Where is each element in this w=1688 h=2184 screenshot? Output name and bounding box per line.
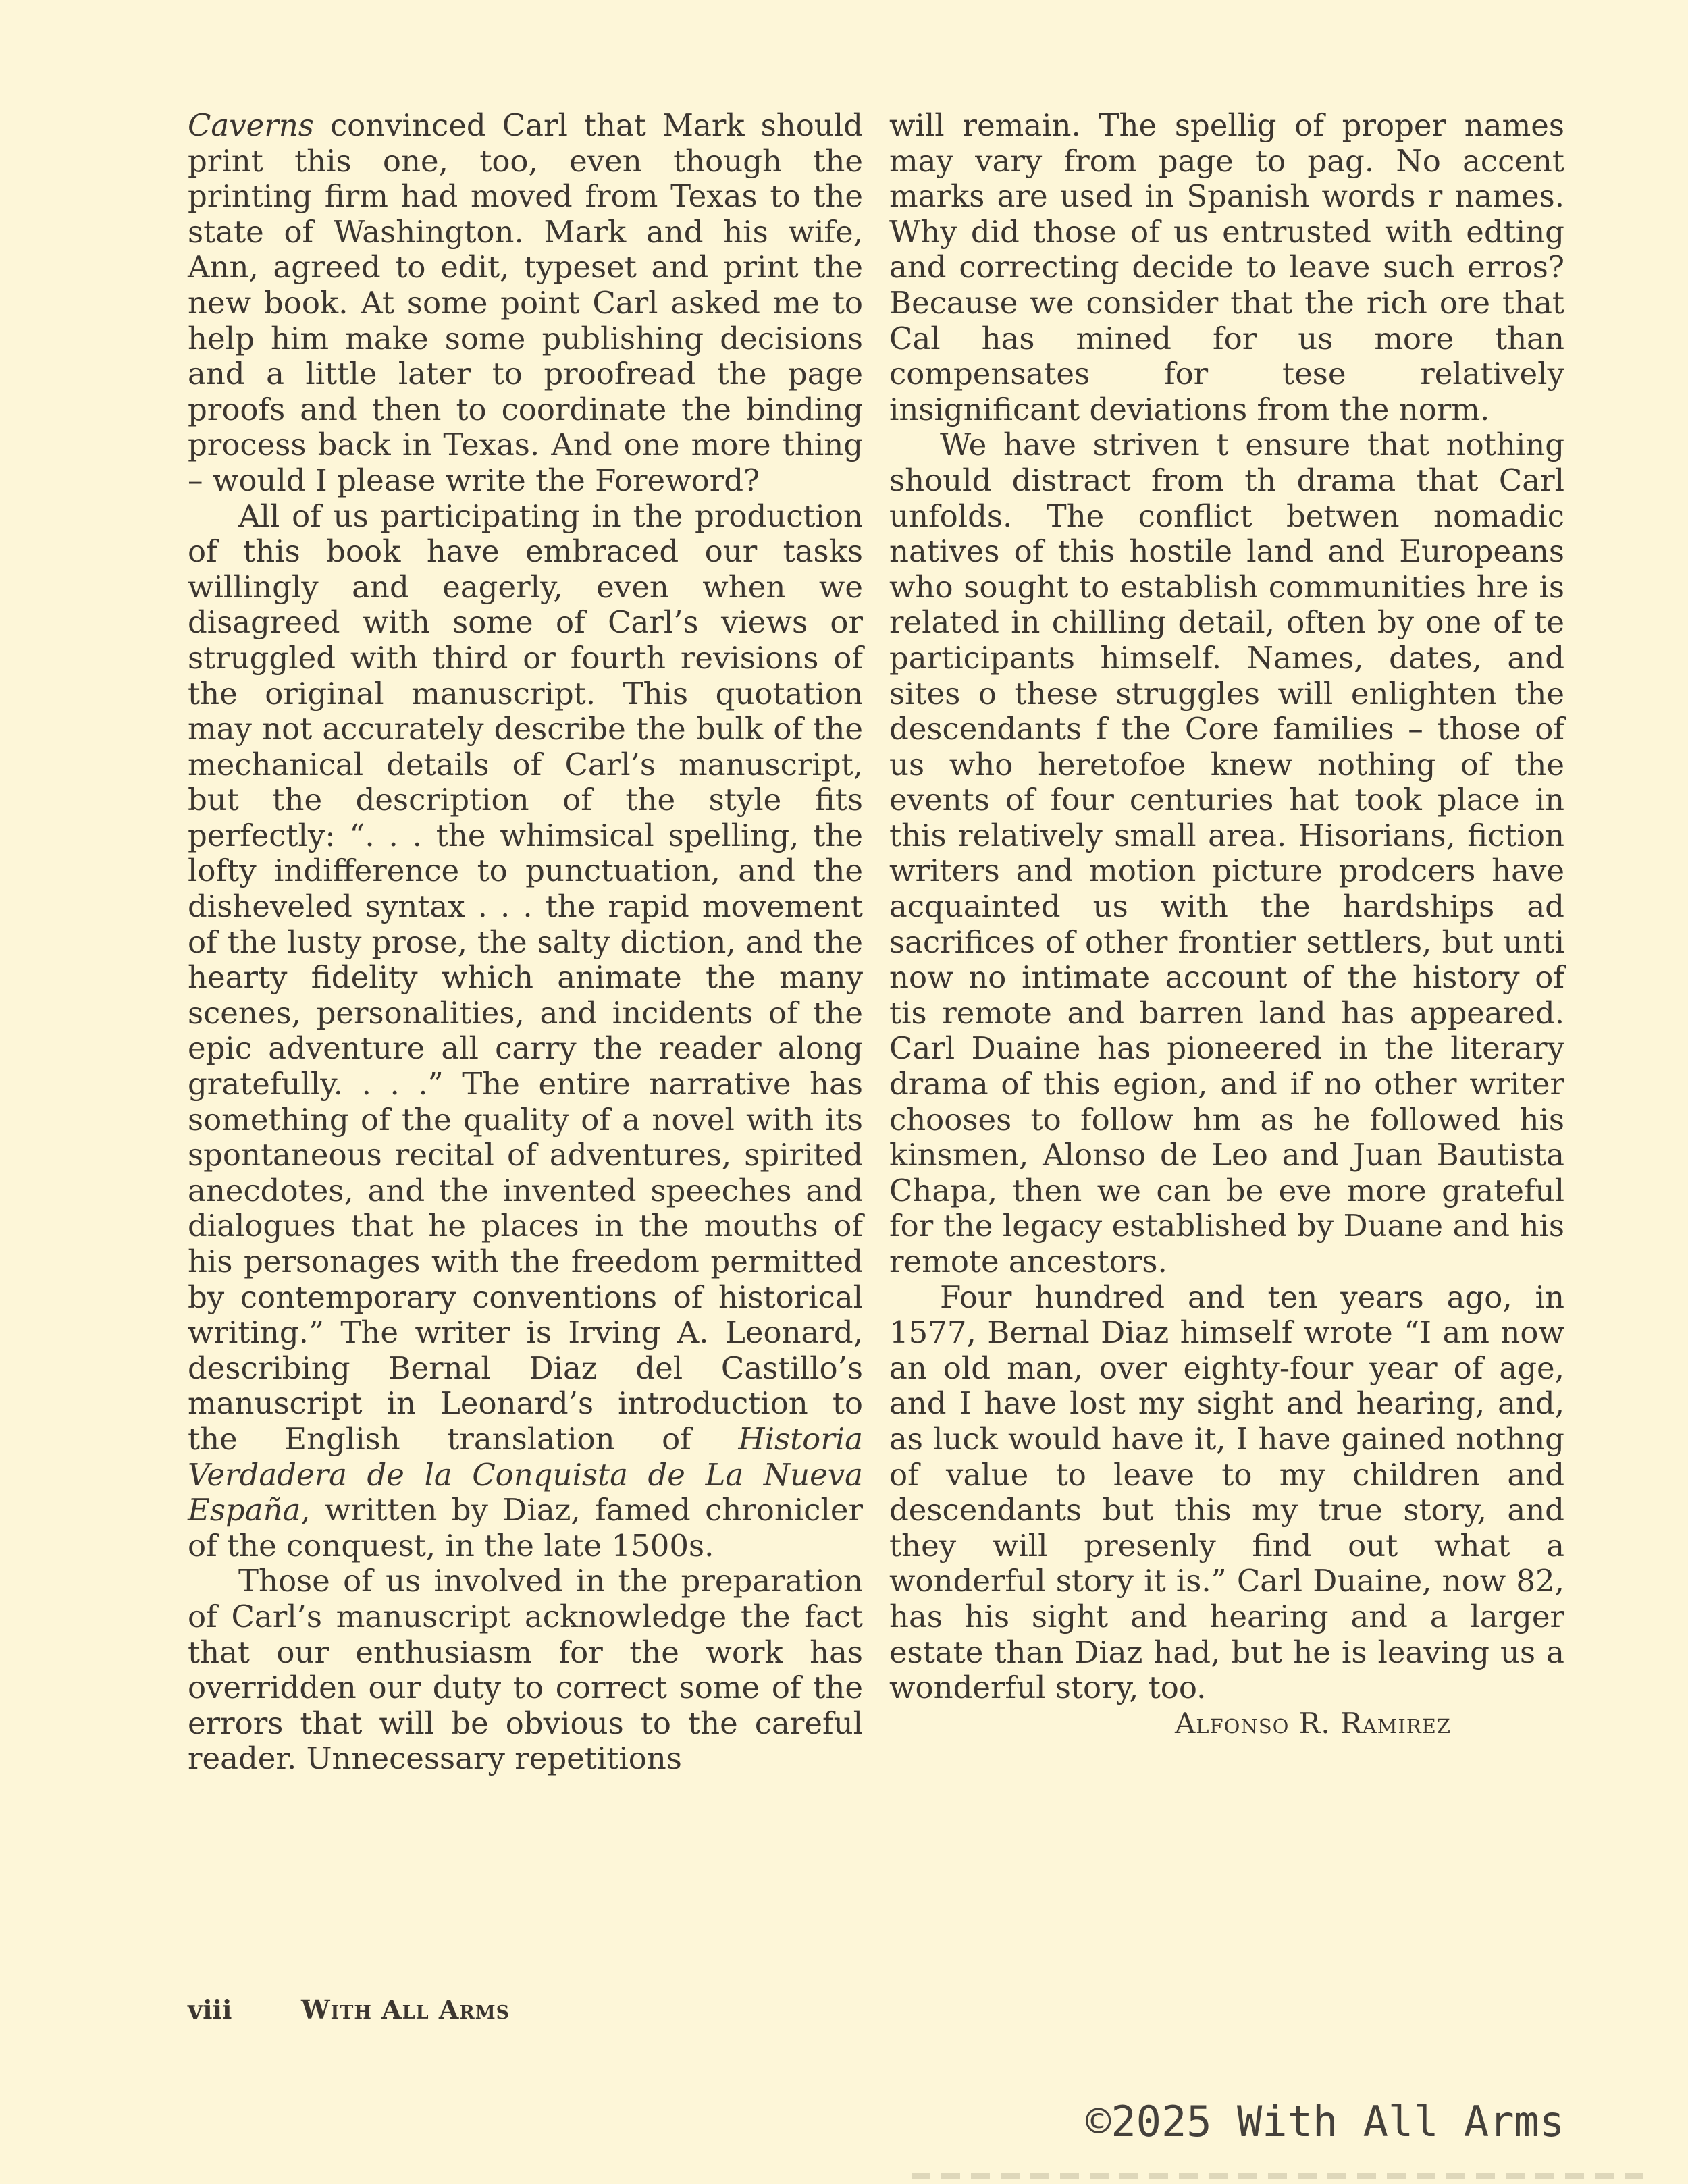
right-paragraph-3: Four hundred and ten years ago, in 1577, Bernal Diaz himself wrote “I am now an old man, over eighty-four year of age, and I have lost my sight and hearing, and, as luck would have it, I have gained nothng of value to leave to my children and descendants but this my true story, and they will presenly find out what a wonderful story it is.” Carl Duaine, now 82, has his sight and hearing and a larger estate than Diaz had, but he is leaving us a wonderful story, too.: [889, 1279, 1564, 1706]
historia-title: Historia Verdadera de la Conquista de La Nueva España: [188, 1420, 863, 1528]
copyright-watermark: ©2025 With All Arms: [1086, 2097, 1565, 2146]
right-column: [889, 108, 1564, 1741]
right-paragraph-1: will remain. The spellig of proper names may vary from page to pag. No accent marks are used in Spanish words r names. Why did those of us entrusted with edting and correcting decide to leave such erros? Because we consider that the rich ore that Cal has mined for us more than compensates for tese relatively insignificant deviations from the norm.: [889, 107, 1564, 427]
page-footer: [188, 1994, 510, 2025]
left-paragraph-3: Those of us involved in the preparation of Carl’s manuscript acknowledge the fact that our enthusiasm for the work has overridden our duty to correct some of the errors that will be obvious to the careful reader. Unnecessary repetitions: [188, 1563, 863, 1777]
running-title: With All Arms: [301, 1994, 510, 2025]
left-paragraph-2-text: All of us participating in the production of this book have embraced our tasks willingly and eagerly, even when we disagreed with some of Carl’s views or struggled with third or fourth revisions of the original manuscript. This quotation may not accurately describe the bulk of the mechanical details of Carl’s manuscript, but the description of the style fits perfectly: “. . . the whimsical spelling, the lofty indifference to punctuation, and the disheveled syntax . . . the rapid movement of the lusty prose, the salty diction, and the hearty fidelity which animate the many scenes, personalities, and incidents of the epic adventure all carry the reader along gratefully. . . .” The entire narrative has something of the quality of a novel with its spontaneous recital of adventures, spirited anecdotes, and the invented speeches and dialogues that he places in the mouths of his personages with the freedom permitted by contemporary conventions of historical writing.” The writer is Irving A. Leonard, describing Bernal Diaz del Castillo’s manuscript in Leonard’s introduction to the English translation of: [188, 498, 863, 1457]
left-paragraph-1: [188, 108, 863, 499]
left-paragraph-2: [188, 499, 863, 1564]
left-paragraph-1-text: convinced Carl that Mark should print this one, too, even though the printing firm had moved from Texas to the state of Washington. Mark and his wife, Ann, agreed to edit, typeset and print the new book. At some point Carl asked me to help him make some publishing decisions and a little later to proofread the page proofs and then to coordinate the binding process back in Texas. And one more thing – would I please write the Foreword?: [188, 107, 863, 498]
caverns-title: Caverns: [188, 107, 314, 143]
right-paragraph-2: We have striven t ensure that nothing should distract from th drama that Carl unfolds. The conflict betwen nomadic natives of this hostile land and Europeans who sought to establish communities hre is related in chilling detail, often by one of te participants himself. Names, dates, and sites o these struggles will enlighten the descendants f the Core families – those of us who heretofoe knew nothing of the events of four centuries hat took place in this relatively small area. Hisorians, fiction writers and motion picture prodcers have acquainted us with the hardships ad sacrifices of other frontier settlers, but unti now no intimate account of the history of tis remote and barren land has appeared. Carl Duaine has pioneered in the literary drama of this egion, and if no other writer chooses to follow hm as he followed his kinsmen, Alonso de Leo and Juan Bautista Chapa, then we can be eve more grateful for the legacy established by Duane and his remote ancestors.: [889, 427, 1564, 1279]
page-number: viii: [188, 1994, 232, 2025]
left-paragraph-2-tail: , written by Diaz, famed chronicler of the conquest, in the late 1500s.: [188, 1492, 863, 1564]
scan-edge-artifact: [912, 2173, 1654, 2179]
left-column: [188, 108, 863, 1777]
author-signature: Alfonso R. Ramirez: [1174, 1706, 1451, 1740]
